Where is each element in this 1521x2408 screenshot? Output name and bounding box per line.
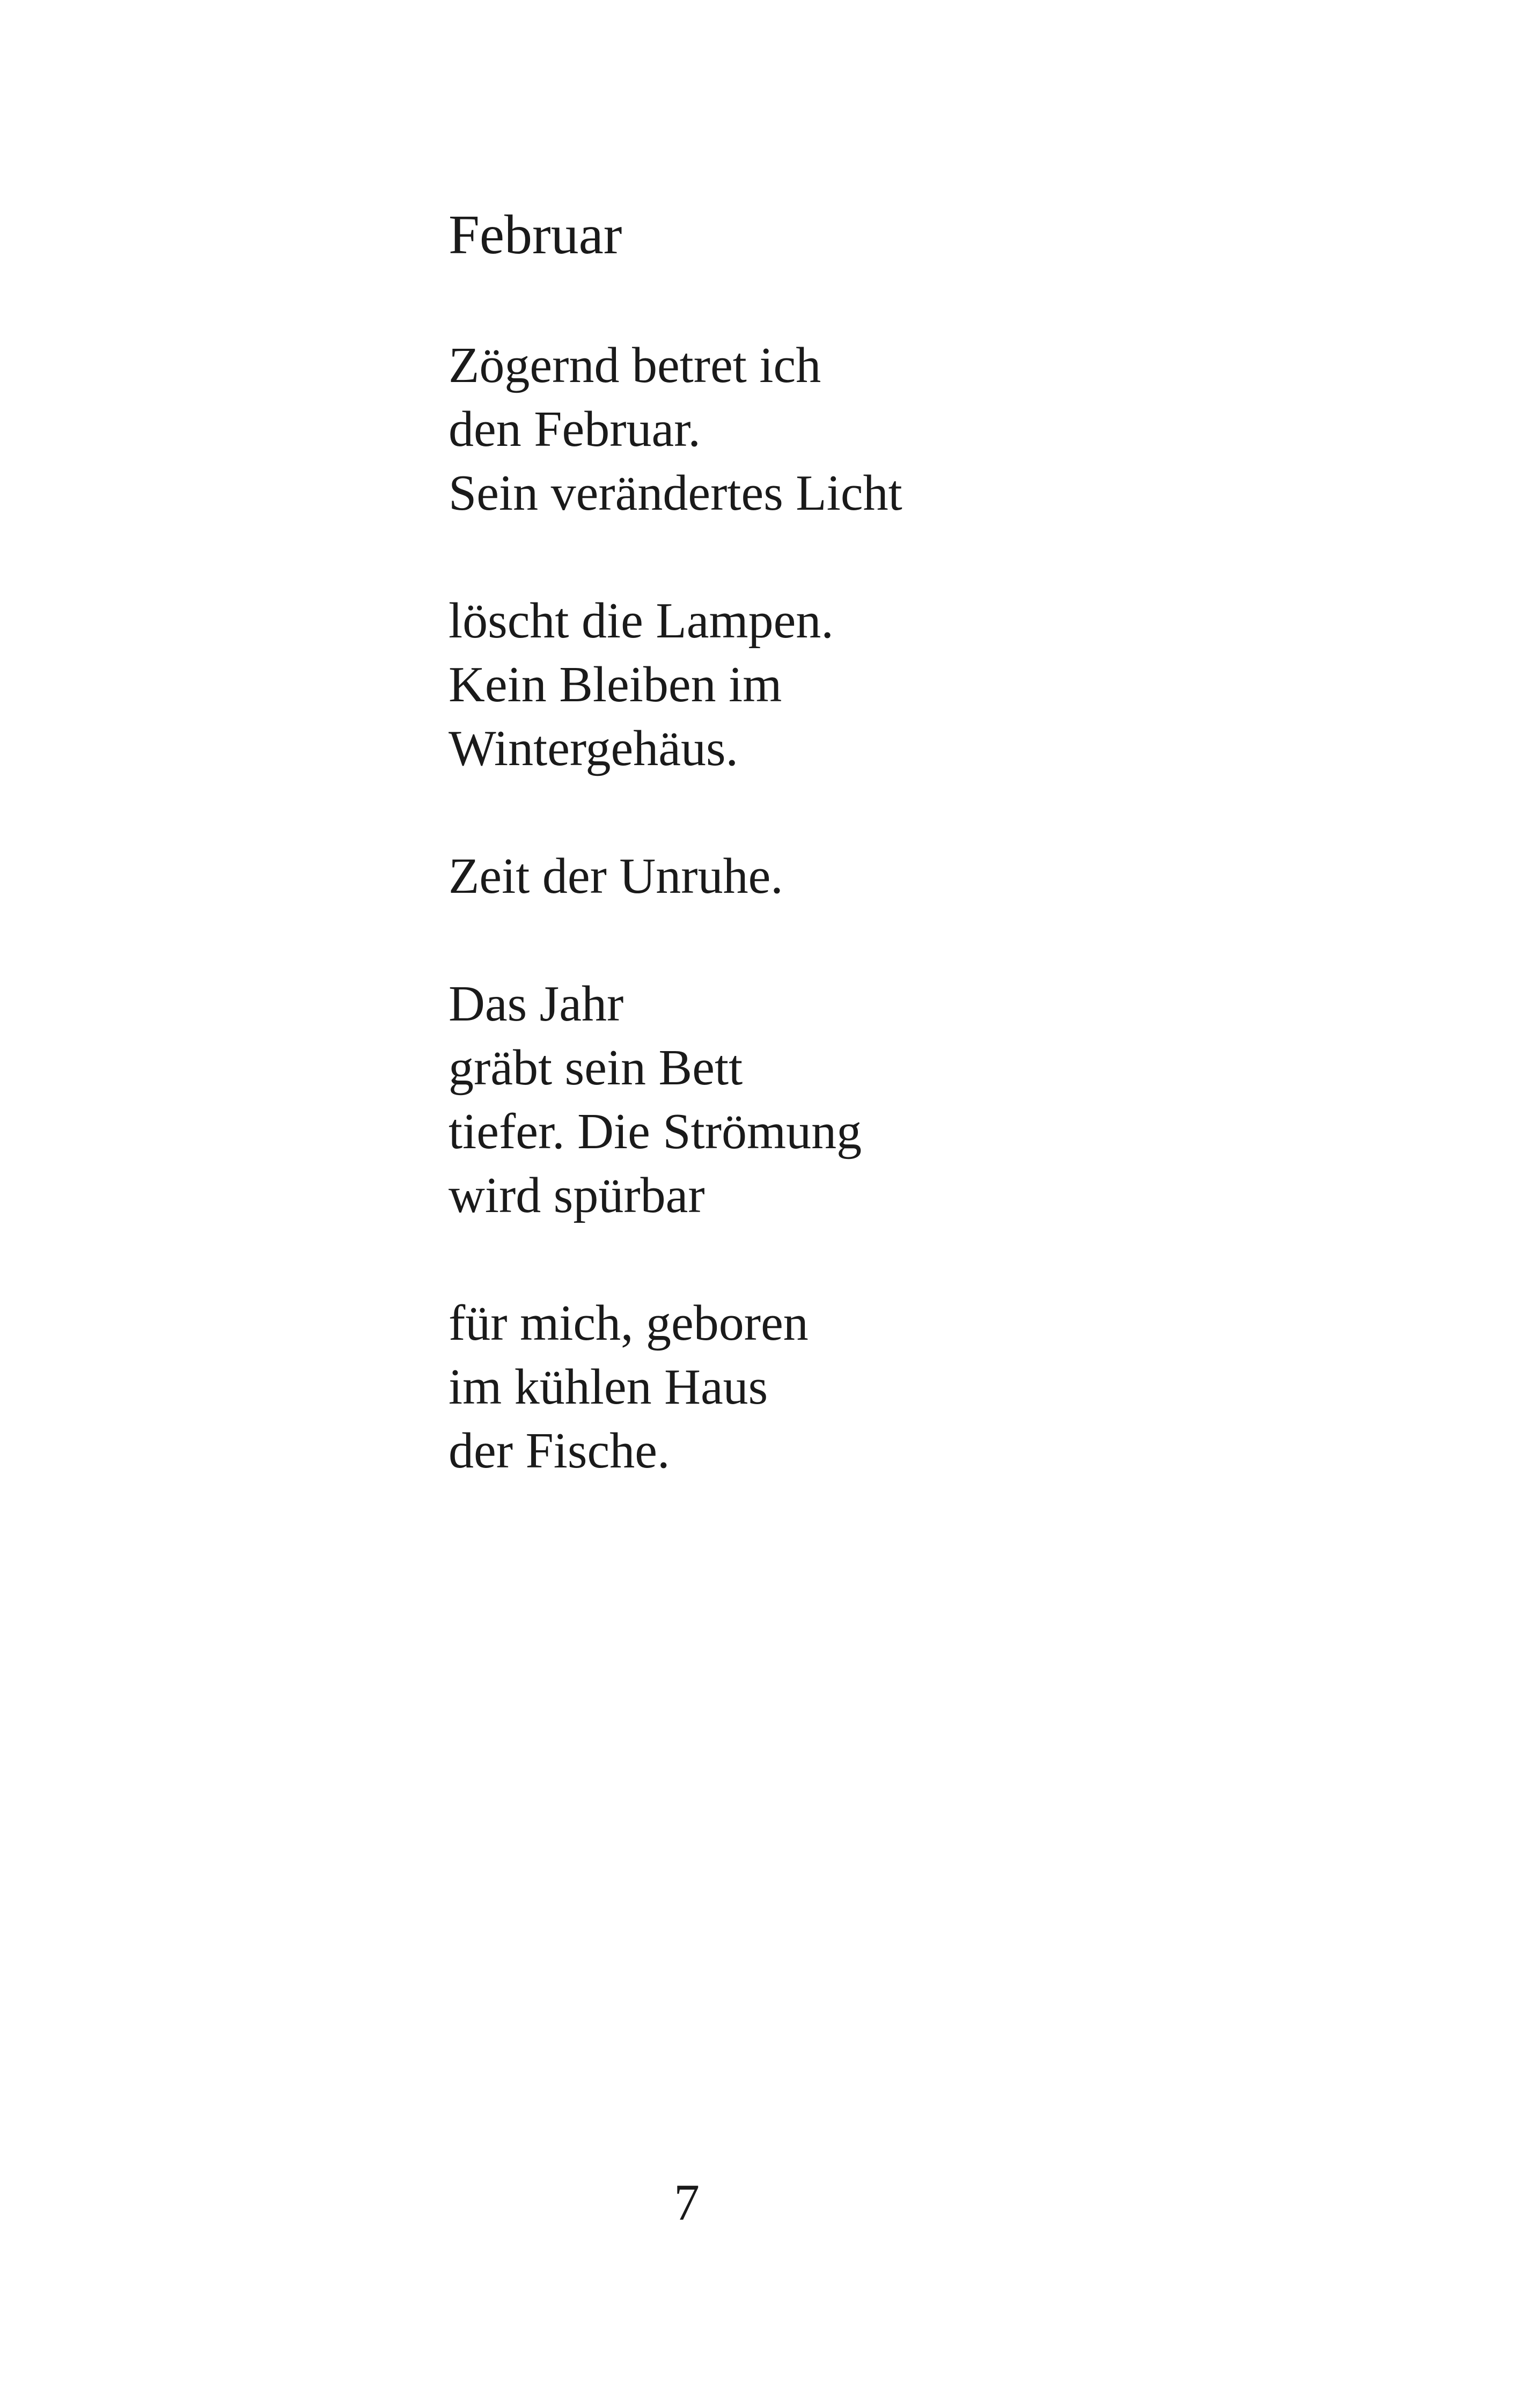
poem-line: Wintergehäus. — [449, 721, 739, 776]
poem-line: der Fische. — [449, 1423, 670, 1479]
poem-line: löscht die Lampen. — [449, 593, 834, 649]
poem-line: den Februar. — [449, 401, 701, 457]
poem-line: Das Jahr — [449, 976, 624, 1032]
poem-line: tiefer. Die Strömung — [449, 1104, 862, 1159]
poem-line: Sein verändertes Licht — [449, 465, 902, 521]
poem-line: für mich, geboren — [449, 1295, 809, 1351]
poem-line: Zeit der Unruhe. — [449, 848, 783, 904]
poem-line: Kein Bleiben im — [449, 657, 782, 713]
poem-line: Zögernd betret ich — [449, 337, 821, 393]
poem-line: wird spürbar — [449, 1168, 705, 1223]
page-number: 7 — [674, 2174, 700, 2231]
poem-line: gräbt sein Bett — [449, 1040, 743, 1096]
poem-title: Februar — [449, 204, 622, 266]
poem-line: im kühlen Haus — [449, 1359, 768, 1415]
